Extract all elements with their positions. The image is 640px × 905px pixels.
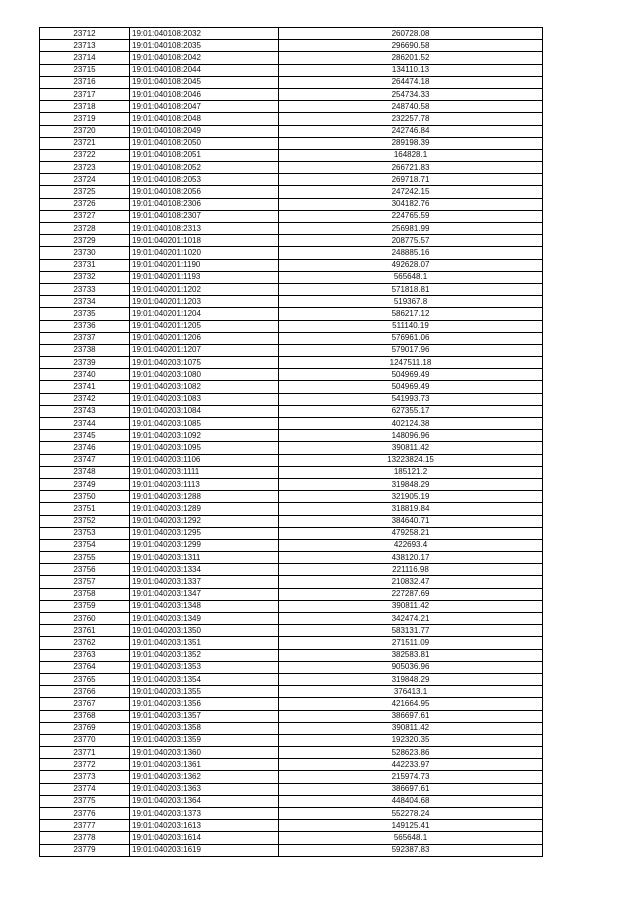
value-cell: 386697.61	[279, 710, 543, 722]
value-cell: 384640.71	[279, 515, 543, 527]
table-row	[40, 174, 543, 186]
table-row	[40, 771, 543, 783]
value-cell: 266721.83	[279, 162, 543, 174]
cadastral-number-cell: 19:01:040203:1106	[130, 454, 279, 466]
row-number-cell: 23747	[40, 454, 130, 466]
row-number-cell: 23727	[40, 210, 130, 222]
row-number-cell: 23723	[40, 162, 130, 174]
table-row	[40, 259, 543, 271]
table-row	[40, 454, 543, 466]
row-number-cell: 23716	[40, 76, 130, 88]
cadastral-number-cell: 19:01:040203:1619	[130, 844, 279, 856]
table-row	[40, 588, 543, 600]
table-row	[40, 710, 543, 722]
cadastral-number-cell: 19:01:040203:1082	[130, 381, 279, 393]
row-number-cell: 23767	[40, 698, 130, 710]
row-number-cell: 23776	[40, 808, 130, 820]
row-number-cell: 23732	[40, 271, 130, 283]
table-row	[40, 393, 543, 405]
cadastral-number-cell: 19:01:040203:1295	[130, 527, 279, 539]
table-row	[40, 783, 543, 795]
table-row	[40, 369, 543, 381]
value-cell: 289198.39	[279, 137, 543, 149]
row-number-cell: 23720	[40, 125, 130, 137]
row-number-cell: 23715	[40, 64, 130, 76]
table-row	[40, 101, 543, 113]
row-number-cell: 23719	[40, 113, 130, 125]
row-number-cell: 23751	[40, 503, 130, 515]
row-number-cell: 23740	[40, 369, 130, 381]
table-row	[40, 808, 543, 820]
table-row	[40, 649, 543, 661]
row-number-cell: 23778	[40, 832, 130, 844]
row-number-cell: 23769	[40, 722, 130, 734]
value-cell: 264474.18	[279, 76, 543, 88]
table-row	[40, 747, 543, 759]
value-cell: 376413.1	[279, 686, 543, 698]
cadastral-number-cell: 19:01:040201:1018	[130, 235, 279, 247]
cadastral-number-cell: 19:01:040108:2313	[130, 223, 279, 235]
row-number-cell: 23777	[40, 820, 130, 832]
table-row	[40, 88, 543, 100]
cadastral-number-cell: 19:01:040203:1111	[130, 466, 279, 478]
cadastral-number-cell: 19:01:040108:2045	[130, 76, 279, 88]
cadastral-number-cell: 19:01:040203:1085	[130, 418, 279, 430]
cadastral-number-cell: 19:01:040201:1207	[130, 344, 279, 356]
value-cell: 402124.38	[279, 418, 543, 430]
value-cell: 386697.61	[279, 783, 543, 795]
cadastral-number-cell: 19:01:040203:1351	[130, 637, 279, 649]
row-number-cell: 23730	[40, 247, 130, 259]
row-number-cell: 23712	[40, 28, 130, 40]
row-number-cell: 23744	[40, 418, 130, 430]
row-number-cell: 23736	[40, 320, 130, 332]
row-number-cell: 23725	[40, 186, 130, 198]
row-number-cell: 23756	[40, 564, 130, 576]
cadastral-number-cell: 19:01:040203:1289	[130, 503, 279, 515]
cadastral-number-cell: 19:01:040203:1364	[130, 795, 279, 807]
cadastral-number-cell: 19:01:040108:2052	[130, 162, 279, 174]
cadastral-number-cell: 19:01:040203:1084	[130, 405, 279, 417]
row-number-cell: 23753	[40, 527, 130, 539]
row-number-cell: 23750	[40, 491, 130, 503]
table-row	[40, 418, 543, 430]
cadastral-number-cell: 19:01:040108:2053	[130, 174, 279, 186]
cadastral-number-cell: 19:01:040108:2051	[130, 149, 279, 161]
value-cell: 286201.52	[279, 52, 543, 64]
row-number-cell: 23771	[40, 747, 130, 759]
cadastral-number-cell: 19:01:040203:1348	[130, 600, 279, 612]
table-row	[40, 344, 543, 356]
row-number-cell: 23714	[40, 52, 130, 64]
cadastral-number-cell: 19:01:040203:1360	[130, 747, 279, 759]
value-cell: 422693.4	[279, 539, 543, 551]
cadastral-number-cell: 19:01:040203:1288	[130, 491, 279, 503]
table-row	[40, 722, 543, 734]
table-row	[40, 405, 543, 417]
row-number-cell: 23733	[40, 283, 130, 295]
value-cell: 271511.09	[279, 637, 543, 649]
table-row	[40, 235, 543, 247]
cadastral-number-cell: 19:01:040203:1349	[130, 613, 279, 625]
table-row	[40, 332, 543, 344]
cadastral-number-cell: 19:01:040201:1205	[130, 320, 279, 332]
value-cell: 208775.57	[279, 235, 543, 247]
cadastral-number-cell: 19:01:040203:1359	[130, 734, 279, 746]
row-number-cell: 23772	[40, 759, 130, 771]
cadastral-number-cell: 19:01:040201:1020	[130, 247, 279, 259]
table-row	[40, 600, 543, 612]
table-row	[40, 210, 543, 222]
table-row	[40, 40, 543, 52]
table-body	[40, 28, 543, 857]
table-row	[40, 149, 543, 161]
cadastral-number-cell: 19:01:040203:1361	[130, 759, 279, 771]
row-number-cell: 23739	[40, 357, 130, 369]
value-cell: 296690.58	[279, 40, 543, 52]
row-number-cell: 23746	[40, 442, 130, 454]
cadastral-number-cell: 19:01:040203:1075	[130, 357, 279, 369]
cadastral-number-cell: 19:01:040201:1203	[130, 296, 279, 308]
row-number-cell: 23743	[40, 405, 130, 417]
row-number-cell: 23770	[40, 734, 130, 746]
cadastral-number-cell: 19:01:040108:2032	[130, 28, 279, 40]
row-number-cell: 23737	[40, 332, 130, 344]
row-number-cell: 23741	[40, 381, 130, 393]
cadastral-number-cell: 19:01:040203:1613	[130, 820, 279, 832]
cadastral-number-cell: 19:01:040108:2048	[130, 113, 279, 125]
row-number-cell: 23734	[40, 296, 130, 308]
row-number-cell: 23742	[40, 393, 130, 405]
value-cell: 541993.73	[279, 393, 543, 405]
cadastral-number-cell: 19:01:040108:2307	[130, 210, 279, 222]
table-row	[40, 515, 543, 527]
row-number-cell: 23779	[40, 844, 130, 856]
value-cell: 592387.83	[279, 844, 543, 856]
table-row	[40, 625, 543, 637]
table-row	[40, 832, 543, 844]
table-row	[40, 64, 543, 76]
row-number-cell: 23721	[40, 137, 130, 149]
value-cell: 1247511.18	[279, 357, 543, 369]
table-row	[40, 844, 543, 856]
cadastral-number-cell: 19:01:040108:2044	[130, 64, 279, 76]
row-number-cell: 23717	[40, 88, 130, 100]
value-cell: 260728.08	[279, 28, 543, 40]
value-cell: 13223824.15	[279, 454, 543, 466]
table-row	[40, 527, 543, 539]
row-number-cell: 23724	[40, 174, 130, 186]
cadastral-number-cell: 19:01:040108:2056	[130, 186, 279, 198]
table-row	[40, 308, 543, 320]
value-cell: 224765.59	[279, 210, 543, 222]
row-number-cell: 23763	[40, 649, 130, 661]
cadastral-number-cell: 19:01:040203:1355	[130, 686, 279, 698]
cadastral-number-cell: 19:01:040108:2042	[130, 52, 279, 64]
row-number-cell: 23758	[40, 588, 130, 600]
data-table	[39, 27, 543, 857]
cadastral-number-cell: 19:01:040203:1358	[130, 722, 279, 734]
value-cell: 148096.96	[279, 430, 543, 442]
cadastral-number-cell: 19:01:040203:1350	[130, 625, 279, 637]
row-number-cell: 23775	[40, 795, 130, 807]
table-row	[40, 576, 543, 588]
cadastral-number-cell: 19:01:040203:1337	[130, 576, 279, 588]
row-number-cell: 23729	[40, 235, 130, 247]
cadastral-number-cell: 19:01:040201:1204	[130, 308, 279, 320]
value-cell: 442233.97	[279, 759, 543, 771]
row-number-cell: 23713	[40, 40, 130, 52]
value-cell: 134110.13	[279, 64, 543, 76]
table-row	[40, 271, 543, 283]
value-cell: 247242.15	[279, 186, 543, 198]
cadastral-number-cell: 19:01:040201:1190	[130, 259, 279, 271]
table-row	[40, 52, 543, 64]
value-cell: 511140.19	[279, 320, 543, 332]
value-cell: 448404.68	[279, 795, 543, 807]
value-cell: 565648.1	[279, 832, 543, 844]
cadastral-number-cell: 19:01:040203:1113	[130, 478, 279, 490]
cadastral-number-cell: 19:01:040203:1353	[130, 661, 279, 673]
row-number-cell: 23761	[40, 625, 130, 637]
row-number-cell: 23757	[40, 576, 130, 588]
cadastral-number-cell: 19:01:040203:1354	[130, 673, 279, 685]
row-number-cell: 23749	[40, 478, 130, 490]
value-cell: 210832.47	[279, 576, 543, 588]
value-cell: 519367.8	[279, 296, 543, 308]
table-row	[40, 223, 543, 235]
table-row	[40, 564, 543, 576]
cadastral-number-cell: 19:01:040203:1299	[130, 539, 279, 551]
value-cell: 627355.17	[279, 405, 543, 417]
table-row	[40, 76, 543, 88]
cadastral-number-cell: 19:01:040203:1356	[130, 698, 279, 710]
cadastral-number-cell: 19:01:040108:2046	[130, 88, 279, 100]
table-row	[40, 759, 543, 771]
table-row	[40, 734, 543, 746]
value-cell: 571818.81	[279, 283, 543, 295]
cadastral-number-cell: 19:01:040203:1373	[130, 808, 279, 820]
value-cell: 390811.42	[279, 722, 543, 734]
table-row	[40, 661, 543, 673]
cadastral-number-cell: 19:01:040203:1092	[130, 430, 279, 442]
value-cell: 232257.78	[279, 113, 543, 125]
cadastral-number-cell: 19:01:040203:1352	[130, 649, 279, 661]
row-number-cell: 23754	[40, 539, 130, 551]
row-number-cell: 23752	[40, 515, 130, 527]
cadastral-number-cell: 19:01:040108:2049	[130, 125, 279, 137]
row-number-cell: 23731	[40, 259, 130, 271]
row-number-cell: 23773	[40, 771, 130, 783]
table-row	[40, 162, 543, 174]
cadastral-number-cell: 19:01:040203:1614	[130, 832, 279, 844]
cadastral-number-cell: 19:01:040203:1080	[130, 369, 279, 381]
value-cell: 319848.29	[279, 673, 543, 685]
row-number-cell: 23728	[40, 223, 130, 235]
cadastral-number-cell: 19:01:040203:1095	[130, 442, 279, 454]
table-row	[40, 698, 543, 710]
value-cell: 248885.16	[279, 247, 543, 259]
table-row	[40, 296, 543, 308]
row-number-cell: 23722	[40, 149, 130, 161]
cadastral-number-cell: 19:01:040203:1311	[130, 552, 279, 564]
table-row	[40, 381, 543, 393]
cadastral-number-cell: 19:01:040203:1347	[130, 588, 279, 600]
value-cell: 227287.69	[279, 588, 543, 600]
cadastral-number-cell: 19:01:040203:1083	[130, 393, 279, 405]
row-number-cell: 23774	[40, 783, 130, 795]
row-number-cell: 23762	[40, 637, 130, 649]
value-cell: 215974.73	[279, 771, 543, 783]
table-row	[40, 442, 543, 454]
value-cell: 248740.58	[279, 101, 543, 113]
table-row	[40, 491, 543, 503]
row-number-cell: 23718	[40, 101, 130, 113]
row-number-cell: 23738	[40, 344, 130, 356]
table-row	[40, 613, 543, 625]
value-cell: 565648.1	[279, 271, 543, 283]
cadastral-number-cell: 19:01:040203:1363	[130, 783, 279, 795]
row-number-cell: 23735	[40, 308, 130, 320]
value-cell: 256981.99	[279, 223, 543, 235]
value-cell: 192320.35	[279, 734, 543, 746]
value-cell: 438120.17	[279, 552, 543, 564]
row-number-cell: 23768	[40, 710, 130, 722]
table-row	[40, 503, 543, 515]
row-number-cell: 23755	[40, 552, 130, 564]
value-cell: 576961.06	[279, 332, 543, 344]
value-cell: 304182.76	[279, 198, 543, 210]
row-number-cell: 23760	[40, 613, 130, 625]
cadastral-number-cell: 19:01:040203:1292	[130, 515, 279, 527]
row-number-cell: 23726	[40, 198, 130, 210]
value-cell: 321905.19	[279, 491, 543, 503]
cadastral-number-cell: 19:01:040203:1357	[130, 710, 279, 722]
row-number-cell: 23764	[40, 661, 130, 673]
value-cell: 552278.24	[279, 808, 543, 820]
table-row	[40, 137, 543, 149]
value-cell: 390811.42	[279, 442, 543, 454]
table-row	[40, 320, 543, 332]
table-row	[40, 186, 543, 198]
cadastral-number-cell: 19:01:040201:1206	[130, 332, 279, 344]
cadastral-number-cell: 19:01:040201:1193	[130, 271, 279, 283]
row-number-cell: 23748	[40, 466, 130, 478]
table-row	[40, 539, 543, 551]
table-row	[40, 478, 543, 490]
table-row	[40, 673, 543, 685]
table-row	[40, 28, 543, 40]
table-row	[40, 430, 543, 442]
value-cell: 149125.41	[279, 820, 543, 832]
cadastral-number-cell: 19:01:040108:2047	[130, 101, 279, 113]
cadastral-number-cell: 19:01:040203:1334	[130, 564, 279, 576]
table-row	[40, 113, 543, 125]
row-number-cell: 23745	[40, 430, 130, 442]
value-cell: 164828.1	[279, 149, 543, 161]
value-cell: 479258.21	[279, 527, 543, 539]
table-row	[40, 125, 543, 137]
value-cell: 319848.29	[279, 478, 543, 490]
cadastral-number-cell: 19:01:040108:2050	[130, 137, 279, 149]
value-cell: 254734.33	[279, 88, 543, 100]
table-row	[40, 552, 543, 564]
table-row	[40, 686, 543, 698]
table-row	[40, 283, 543, 295]
value-cell: 221116.98	[279, 564, 543, 576]
value-cell: 318819.84	[279, 503, 543, 515]
value-cell: 342474.21	[279, 613, 543, 625]
value-cell: 492628.07	[279, 259, 543, 271]
row-number-cell: 23765	[40, 673, 130, 685]
value-cell: 269718.71	[279, 174, 543, 186]
cadastral-number-cell: 19:01:040201:1202	[130, 283, 279, 295]
value-cell: 504969.49	[279, 369, 543, 381]
table-row	[40, 820, 543, 832]
table-row	[40, 637, 543, 649]
value-cell: 185121.2	[279, 466, 543, 478]
value-cell: 504969.49	[279, 381, 543, 393]
cadastral-number-cell: 19:01:040108:2306	[130, 198, 279, 210]
row-number-cell: 23759	[40, 600, 130, 612]
cadastral-number-cell: 19:01:040108:2035	[130, 40, 279, 52]
table-row	[40, 466, 543, 478]
cadastral-number-cell: 19:01:040203:1362	[130, 771, 279, 783]
table-row	[40, 357, 543, 369]
table-row	[40, 247, 543, 259]
value-cell: 390811.42	[279, 600, 543, 612]
table-row	[40, 198, 543, 210]
value-cell: 382583.81	[279, 649, 543, 661]
value-cell: 586217.12	[279, 308, 543, 320]
value-cell: 421664.95	[279, 698, 543, 710]
value-cell: 905036.96	[279, 661, 543, 673]
value-cell: 242746.84	[279, 125, 543, 137]
value-cell: 528623.86	[279, 747, 543, 759]
table-row	[40, 795, 543, 807]
value-cell: 583131.77	[279, 625, 543, 637]
row-number-cell: 23766	[40, 686, 130, 698]
value-cell: 579017.96	[279, 344, 543, 356]
